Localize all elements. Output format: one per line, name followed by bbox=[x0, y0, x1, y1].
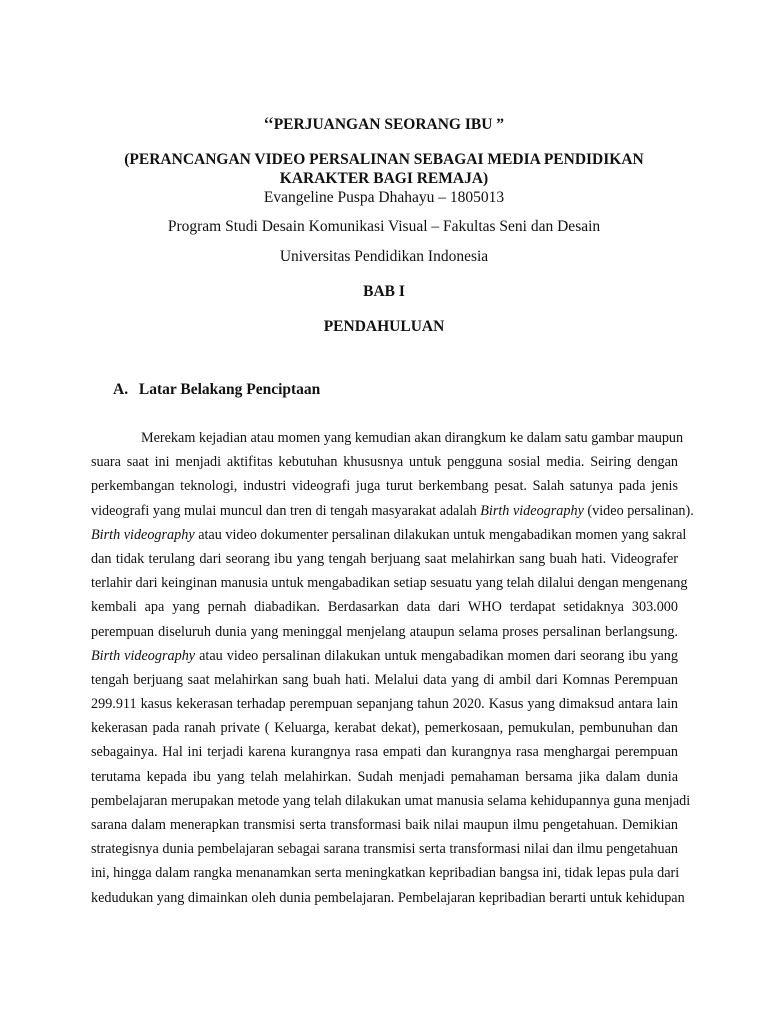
paragraph-line: Birth videography atau video dokumenter persalinan dilakukan untuk mengabadikan momen yang sakral bbox=[91, 526, 687, 543]
subtitle-line-1: (PERANCANGAN VIDEO PERSALINAN SEBAGAI MEDIA PENDIDIKAN bbox=[124, 151, 644, 168]
paragraph-line: 299.911 kasus kekerasan terhadap perempuan sepanjang tahun 2020. Kasus yang dimaksud antara lain bbox=[91, 696, 678, 713]
paragraph-line: kekerasan pada ranah private ( Keluarga, kerabat dekat), pemerkosaan, pemukulan, pembunuhan dan bbox=[91, 720, 678, 737]
university-line: Universitas Pendidikan Indonesia bbox=[279, 248, 489, 265]
paragraph-line: pembelajaran merupakan metode yang telah dilakukan umat manusia selama kehidupannya guna menjadi bbox=[91, 792, 691, 809]
paragraph-line: kembali apa yang pernah diabadikan. Berdasarkan data dari WHO terdapat setidaknya 303.000 bbox=[91, 599, 678, 616]
section-number: A. bbox=[113, 381, 129, 398]
paragraph-line: sarana dalam menerapkan transmisi serta transformasi baik nilai maupun ilmu pengetahuan. Demikian bbox=[91, 817, 678, 833]
chapter-number: BAB I bbox=[363, 283, 405, 300]
subtitle-line-2: KARAKTER BAGI REMAJA) bbox=[279, 170, 489, 187]
paragraph-line: strategisnya dunia pembelajaran sebagai sarana transmisi serta transformasi nilai dan ilmu pengetahuan bbox=[91, 841, 678, 858]
paragraph-line: suara saat ini menjadi aktifitas kebutuhan khususnya untuk pengguna sosial media. Seiring dengan bbox=[91, 454, 678, 471]
paragraph-line: tengah berjuang saat melahirkan sang buah hati. Melalui data yang di ambil dari Komnas Perempuan bbox=[91, 671, 678, 688]
document-subtitle bbox=[0, 150, 768, 188]
chapter-title: PENDAHULUAN bbox=[323, 318, 445, 335]
paragraph-line: Birth videography atau video persalinan dilakukan untuk mengabadikan momen dari seorang ibu yang bbox=[91, 647, 678, 664]
section-title: Latar Belakang Penciptaan bbox=[138, 381, 321, 398]
title-text: PERJUANGAN SEORANG IBU ” bbox=[273, 116, 505, 133]
paragraph-line: dan tidak terulang dari seorang ibu yang tengah berjuang saat melahirkan sang buah hati. Videografer bbox=[91, 550, 678, 567]
italic-term: Birth videography bbox=[91, 647, 196, 664]
body-paragraph bbox=[91, 426, 694, 910]
paragraph-line: terutama kepada ibu yang telah melahirkan. Sudah menjadi pemahaman bersama jika dalam dunia bbox=[91, 768, 678, 785]
section-heading bbox=[113, 381, 320, 399]
document-title bbox=[0, 112, 768, 138]
title-open-quote: “ bbox=[263, 112, 274, 137]
paragraph-line: terlahir dari keinginan manusia untuk mengabadikan setiap sesuatu yang telah dilalui dengan mengenang bbox=[91, 575, 688, 592]
paragraph-line: ini, hingga dalam rangka menanamkan serta meningkatkan kepribadian bangsa ini, tidak lepas pula dari bbox=[91, 865, 680, 882]
paragraph-line: kedudukan yang dimainkan oleh dunia pembelajaran. Pembelajaran kepribadian berarti untuk kehidupan bbox=[91, 889, 685, 906]
paragraph-line: Merekam kejadian atau momen yang kemudian akan dirangkum ke dalam satu gambar maupun bbox=[141, 430, 684, 446]
italic-term: Birth videography bbox=[91, 526, 195, 543]
paragraph-line: videografi yang mulai muncul dan tren di tengah masyarakat adalah Birth videography (video persalinan). bbox=[91, 502, 694, 519]
italic-term: Birth videography bbox=[480, 502, 584, 519]
author-line: Evangeline Puspa Dhahayu – 1805013 bbox=[263, 189, 505, 206]
paragraph-line: perempuan diseluruh dunia yang meninggal menjelang ataupun selama proses persalinan berlangsung. bbox=[91, 623, 678, 640]
program-line: Program Studi Desain Komunikasi Visual – Fakultas Seni dan Desain bbox=[167, 218, 601, 235]
paragraph-line: perkembangan teknologi, industri videografi juga turut berkembang pesat. Salah satunya pada jenis bbox=[91, 478, 678, 495]
paragraph-line: sebagainya. Hal ini terjadi karena kurangnya rasa empati dan kurangnya rasa menghargai perempuan bbox=[91, 744, 678, 761]
